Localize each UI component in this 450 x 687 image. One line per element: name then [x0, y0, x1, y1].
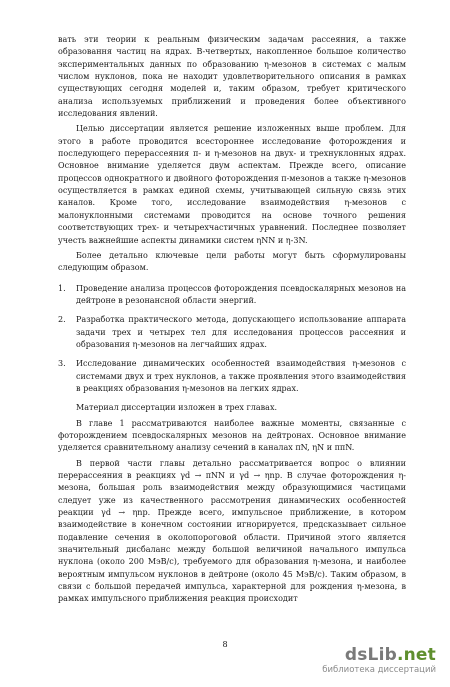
goals-list [58, 283, 406, 396]
list-item-text: Разработка практического метода, допускающего использование аппарата задачи трех и четырех тел для исследования процессов рассеяния и образования η-мезонов на легчайших ядрах. [76, 315, 406, 349]
list-item [58, 314, 406, 351]
list-item [58, 358, 406, 395]
paragraph: Материал диссертации изложен в трех главах. [76, 403, 278, 413]
list-item-number: 1. [58, 283, 66, 293]
list-item-text: Проведение анализа процессов фоторождения псевдоскалярных мезонов на дейтроне в резонансной области энергий. [76, 283, 406, 305]
watermark [316, 645, 436, 679]
paragraph: В главе 1 рассматриваются наиболее важные моменты, связанные с фоторождением псевдоскалярных мезонов на дейтронах. Основное внимание уделяется сравнительному анализу сечений в каналах πN, ηN и ππN. [58, 418, 406, 453]
logo-main-text: dsLib [344, 645, 397, 665]
paragraph: Целью диссертации является решение изложенных выше проблем. Для этого в работе проводится всестороннее исследование фоторождения и последующего перерассеяния π- и η-мезонов на двух- и трехнуклонных ядрах. Основное внимание уделяется двум аспектам. Прежде всего, описание процессов однократного и двойного фоторождения π-мезонов а также η-мезонов осуществляется в рамках единой схемы, учитывающей сильную связь этих каналов. Кроме того, исследование взаимодействия η-мезонов с малонуклонными системами проводится на основе точного решения соответствующих трех- и четырехчастичных уравнений. Последнее позволяет учесть важнейшие аспекты динамики систем ηNN и η-3N. [58, 124, 406, 245]
list-item-text: Исследование динамических особенностей взаимодействия η-мезонов с системами двух и трех нуклонов, а также проявления этого взаимодействия в реакциях образования η-мезонов на легких ядрах. [76, 359, 406, 393]
watermark-subtitle: библиотека диссертаций [322, 665, 436, 675]
paragraph: вать эти теории к реальным физическим задачам рассеяния, а также образовання частиц на ядрах. В-четвертых, накопленное большое количество экспериментальных данных по образованию η-мезонов в системах с малым числом нуклонов, пока не находит удовлетворительного описания в рамках существующих сегодня моделей и, таким образом, требует критического анализа используемых приближений и проведения более объективного исследования явлений. [58, 35, 406, 119]
paragraph: В первой части главы детально рассматривается вопрос о влиянии перерассеяния в реакциях γd → πNN и γd → ηnp. В случае фоторождения η-мезона, большая роль взаимодействия между образующимися частицами следует уже из качественного рассмотрения динамических особенностей реакции γd → ηnp. Прежде всего, импульсное приближение, в котором взаимодействие в конечном состоянии игнорируется, предсказывает сильное подавление сечения в околопороговой области. Причиной этого является значительный дисбаланс между большой величиной начального импульса нуклона (около 200 МэВ/c), требуемого для образования η-мезона, и наиболее вероятным импульсом нуклонов в дейтроне (около 45 МэВ/c). Таким образом, в связи с большой передачей импульса, характерной для рождения η-мезона, в рамках импульсного приближения реакция происходит [58, 458, 406, 604]
paragraph: Более детально ключевые цели работы могут быть сформулированы следующим образом. [58, 250, 406, 273]
body-text [58, 34, 406, 606]
watermark-logo [345, 645, 436, 665]
list-item [58, 283, 406, 308]
page-number: 8 [222, 640, 228, 649]
list-item-number: 2. [58, 315, 66, 325]
logo-suffix-text: .net [396, 645, 436, 665]
list-item-number: 3. [58, 359, 66, 369]
